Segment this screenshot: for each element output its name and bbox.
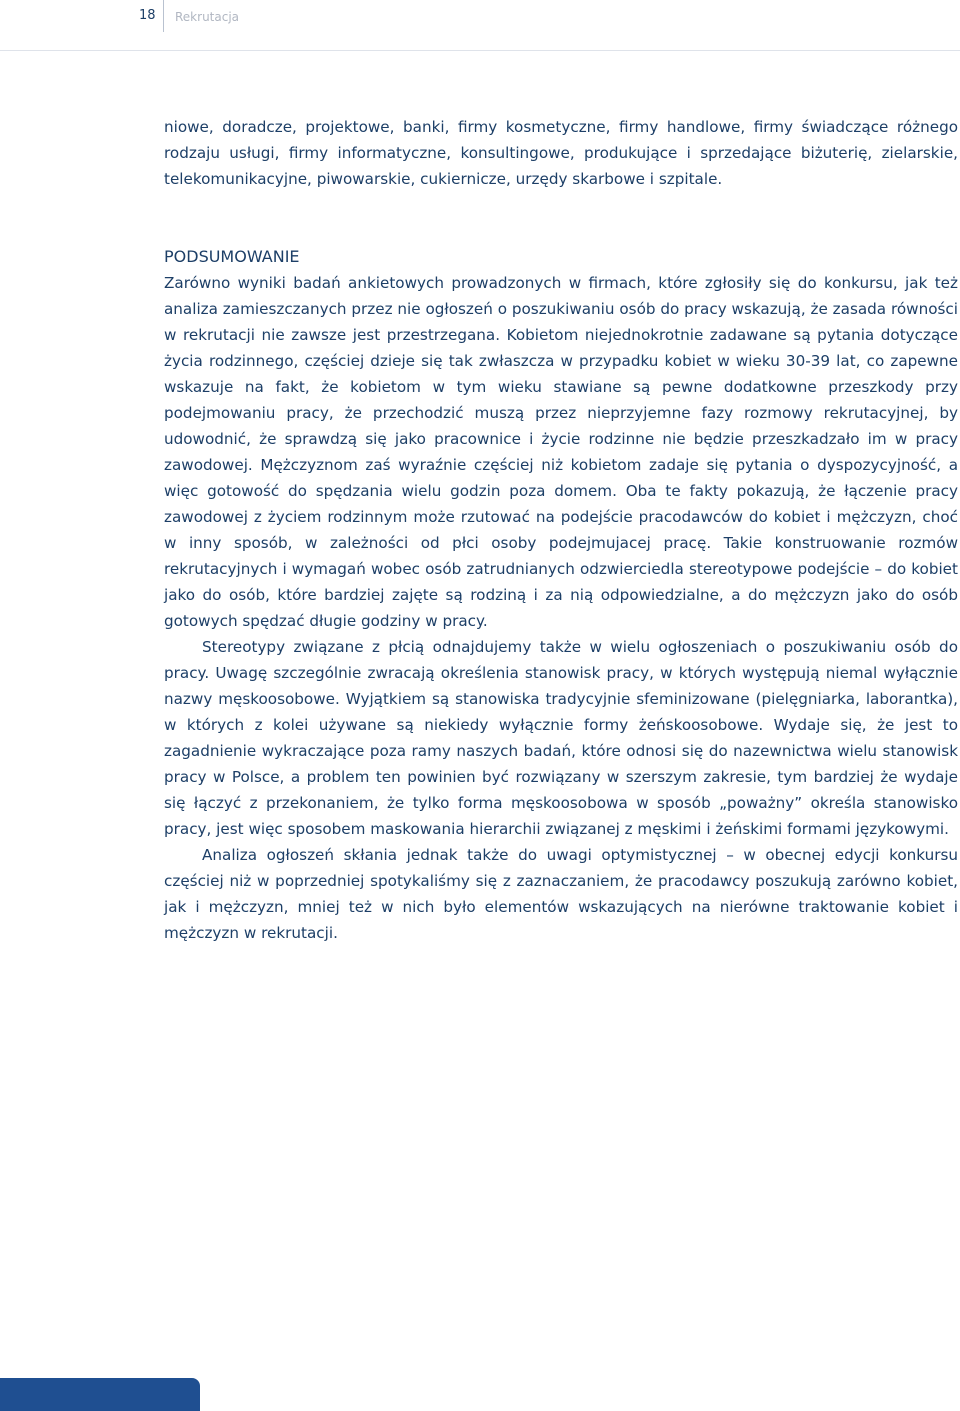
running-title: Rekrutacja	[175, 10, 240, 24]
header-divider	[163, 0, 164, 32]
summary-paragraph-1: Zarówno wyniki badań ankietowych prowadzonych w firmach, które zgłosiły się do konkursu, jak też analiza zamieszczanych przez nie ogłoszeń o poszukiwaniu osób do pracy wskazują, że zasada równości w rekrutacji nie zawsze jest przestrzegana. Kobietom niejednokrotnie zadawane są pytania dotyczące życia rodzinnego, częściej dzieje się tak zwłaszcza w przypadku kobiet w wieku 30-39 lat, co zapewne wskazuje na fakt, że kobietom w tym wieku stawiane są pewne dodatkowne przeszkody przy podejmowaniu pracy, że przechodzić muszą przez nieprzyjemne fazy rozmowy rekrutacyjnej, by udowodnić, że sprawdzą się jako pracownice i życie rodzinne nie będzie przeszkadzało im w pracy zawodowej. Mężczyznom zaś wyraźnie częściej niż kobietom zadaje się pytania o dyspozycyjność, a więc gotowość do spędzania wielu godzin poza domem. Oba te fakty pokazują, że łączenie pracy zawodowej z życiem rodzinnym może rzutować na podejście pracodawców do kobiet i mężczyzn, choć w inny sposób, w zależności od płci osoby podejmujacej pracę. Takie konstruowanie rozmów rekrutacyjnych i wymagań wobec osób zatrudnianych odzwierciedla stereotypowe podejście – do kobiet jako do osób, które bardziej zajęte są rodziną i za nią odpowiedzialne, a do mężczyzn jako do osób gotowych spędzać długie godziny w pracy.	[164, 274, 958, 630]
page-header	[0, 0, 960, 51]
intro-paragraph: niowe, doradcze, projektowe, banki, firmy kosmetyczne, firmy handlowe, firmy świadczące różnego rodzaju usługi, firmy informatyczne, konsultingowe, produkujące i sprzedające biżuterię, zielarskie, telekomunikacyjne, piwowarskie, cukiernicze, urzędy skarbowe i szpitale.	[164, 118, 958, 188]
summary-paragraph-3: Analiza ogłoszeń skłania jednak także do uwagi optymistycznej – w obecnej edycji konkursu częściej niż w poprzedniej spotykaliśmy się z zaznaczaniem, że pracodawcy poszukują zarówno kobiet, jak i mężczyzn, mniej też w nich było elementów wskazujących na nierówne traktowanie kobiet i mężczyzn w rekrutacji.	[164, 846, 958, 942]
page-number: 18	[139, 8, 156, 23]
summary-paragraph-2: Stereotypy związane z płcią odnajdujemy także w wielu ogłoszeniach o poszukiwaniu osób do pracy. Uwagę szczególnie zwracają określenia stanowisk pracy, w których występują niemal wyłącznie nazwy męskoosobowe. Wyjątkiem są stanowiska tradycyjnie sfeminizowane (pielęgniarka, laborantka), w których z kolei używane są niekiedy wyłącznie formy żeńskoosobowe. Wydaje się, że jest to zagadnienie wykraczające poza ramy naszych badań, które odnosi się do nazewnictwa wielu stanowisk pracy w Polsce, a problem ten powinien być rozwiązany w szerszym zakresie, tym bardziej że wydaje się łączyć z przekonaniem, że tylko forma męskoosobowa w sposób „poważny” określa stanowisko pracy, jest więc sposobem maskowania hierarchii związanej z męskimi i żeńskimi formami językowymi.	[164, 638, 958, 838]
section-heading: PODSUMOWANIE	[164, 247, 300, 266]
corner-accent-tab	[0, 1378, 200, 1411]
page-content	[164, 114, 958, 946]
